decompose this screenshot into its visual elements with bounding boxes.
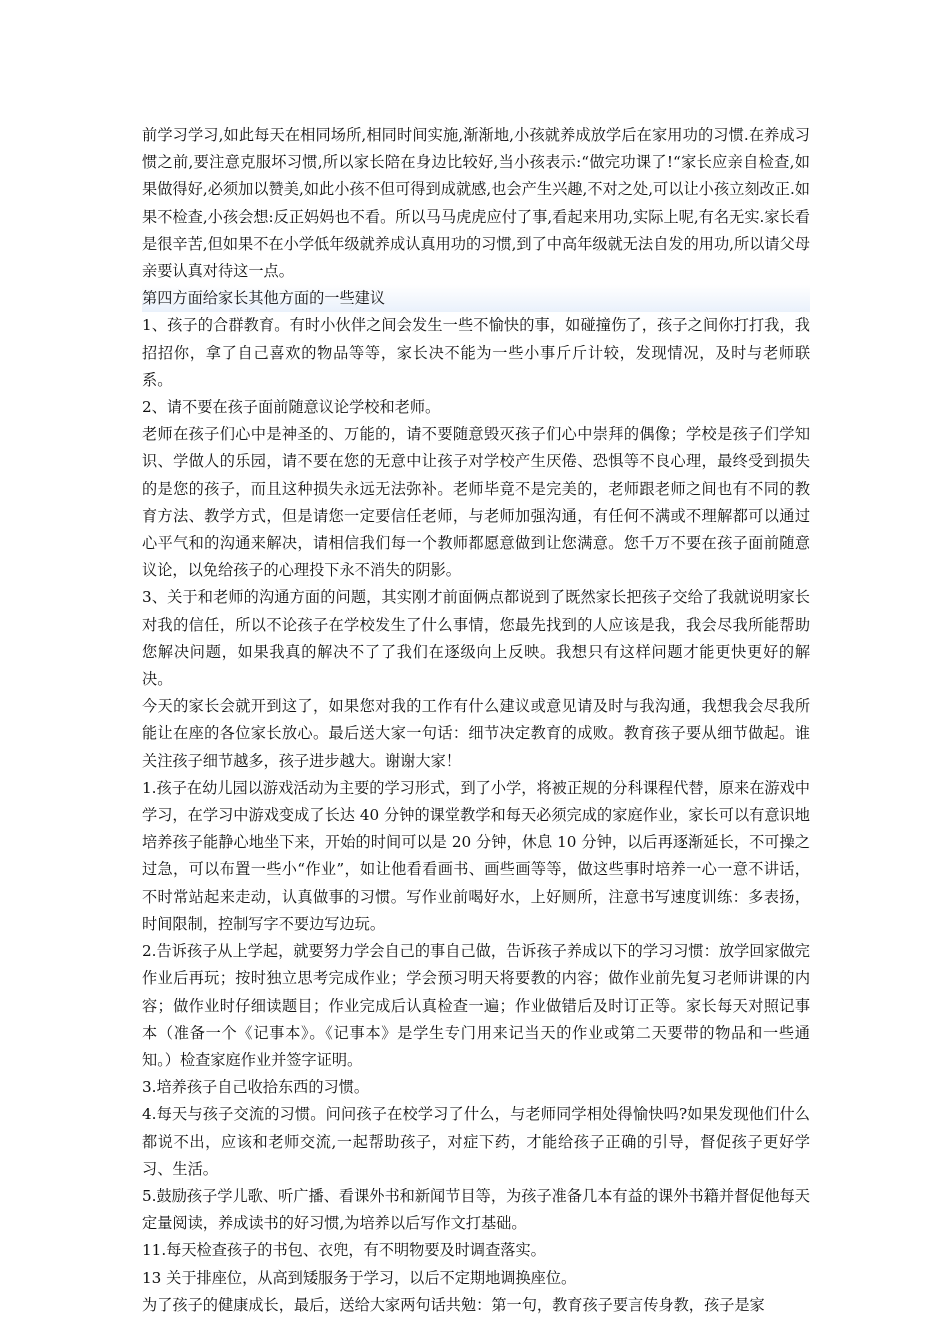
paragraph-final: 为了孩子的健康成长，最后，送给大家两句话共勉：第一句，教育孩子要言传身教，孩子是家 bbox=[142, 1295, 765, 1314]
paragraph-habit-1: 1.孩子在幼儿园以游戏活动为主要的学习形式，到了小学，将被正规的分科课程代替，原来在游戏中学习，在学习中游戏变成了长达 40 分钟的课堂教学和每天必须完成的家庭作业，家长可以有意识地培养孩子能静心地坐下来，开始的时间可以是 20 分钟，休息 10 分钟，以后再逐渐延长，不可操之过急，可以布置一些小“作业”，如让他看看画书、画些画等等，做这些事时培养一心一意不讲话，不时常站起来走动，认真做事的习惯。写作业前喝好水，上好厕所，注意书写速度训练：多表扬，时间限制，控制写字不要边写边玩。 bbox=[142, 778, 810, 933]
paragraph-habit-11: 11.每天检查孩子的书包、衣兜，有不明物要及时调查落实。 bbox=[142, 1241, 546, 1260]
document-body bbox=[142, 122, 810, 1319]
paragraph-habit-4: 4.每天与孩子交流的习惯。问问孩子在校学习了什么，与老师同学相处得愉快吗?如果发现他们什么都说不出，应该和老师交流,一起帮助孩子，对症下药，才能给孩子正确的引导，督促孩子更好学习、生活。 bbox=[142, 1105, 810, 1178]
section-heading-other-suggestions: 第四方面给家长其他方面的一些建议 bbox=[142, 285, 810, 312]
paragraph-teacher-respect: 老师在孩子们心中是神圣的、万能的，请不要随意毁灭孩子们心中崇拜的偶像；学校是孩子们学知识、学做人的乐园，请不要在您的无意中让孩子对学校产生厌倦、恐惧等不良心理，最终受到损失的是您的孩子，而且这种损失永远无法弥补。老师毕竟不是完美的，老师跟老师之间也有不同的教育方法、教学方式，但是请您一定要信任老师，与老师加强沟通，有任何不满或不理解都可以通过心平气和的沟通来解决，请相信我们每一个教师都愿意做到让您满意。您千万不要在孩子面前随意议论，以免给孩子的心理投下永不消失的阴影。 bbox=[142, 425, 810, 580]
paragraph-habit-5: 5.鼓励孩子学儿歌、听广播、看课外书和新闻节目等，为孩子准备几本有益的课外书籍并督促他每天定量阅读，养成读书的好习惯,为培养以后写作文打基础。 bbox=[142, 1186, 810, 1233]
paragraph-habit-3: 3.培养孩子自己收拾东西的习惯。 bbox=[142, 1078, 370, 1097]
paragraph-suggestion-1: 1、孩子的合群教育。有时小伙伴之间会发生一些不愉快的事，如碰撞伤了，孩子之间你打打我，我招招你，拿了自己喜欢的物品等等，家长决不能为一些小事斤斤计较，发现情况，及时与老师联系。 bbox=[142, 316, 810, 389]
paragraph-habit-13: 13 关于排座位，从高到矮服务于学习，以后不定期地调换座位。 bbox=[142, 1268, 577, 1287]
paragraph-closing: 今天的家长会就开到这了，如果您对我的工作有什么建议或意见请及时与我沟通，我想我会尽我所能让在座的各位家长放心。最后送大家一句话：细节决定教育的成败。教育孩子要从细节做起。谁关注孩子细节越多，孩子进步越大。谢谢大家！ bbox=[142, 697, 810, 770]
paragraph-study-habit-intro: 前学习学习,如此每天在相同场所,相同时间实施,渐渐地,小孩就养成放学后在家用功的习惯.在养成习惯之前,要注意克服坏习惯,所以家长陪在身边比较好,当小孩表示:“做完功课了!“家长应亲自检查,如果做得好,必须加以赞美,如此小孩不但可得到成就感,也会产生兴趣,不对之处,可以让小孩立刻改正.如果不检查,小孩会想:反正妈妈也不看。所以马马虎虎应付了事,看起来用功,实际上呢,有名无实.家长看是很辛苦,但如果不在小学低年级就养成认真用功的习惯,到了中高年级就无法自发的用功,所以请父母亲要认真对待这一点。 bbox=[142, 126, 810, 281]
paragraph-habit-2: 2.告诉孩子从上学起，就要努力学会自己的事自己做，告诉孩子养成以下的学习习惯：放学回家做完作业后再玩；按时独立思考完成作业；学会预习明天将要教的内容；做作业前先复习老师讲课的内容；做作业时仔细读题目；作业完成后认真检查一遍；作业做错后及时订正等。家长每天对照记事本（准备一个《记事本》。《记事本》是学生专门用来记当天的作业或第二天要带的物品和一些通知。）检查家庭作业并签字证明。 bbox=[142, 942, 810, 1069]
paragraph-suggestion-3: 3、关于和老师的沟通方面的问题，其实刚才前面俩点都说到了既然家长把孩子交给了我就说明家长对我的信任，所以不论孩子在学校发生了什么事情，您最先找到的人应该是我，我会尽我所能帮助您解决问题，如果我真的解决不了了我们在逐级向上反映。我想只有这样问题才能更快更好的解决。 bbox=[142, 588, 810, 689]
paragraph-suggestion-2: 2、请不要在孩子面前随意议论学校和老师。 bbox=[142, 398, 441, 417]
